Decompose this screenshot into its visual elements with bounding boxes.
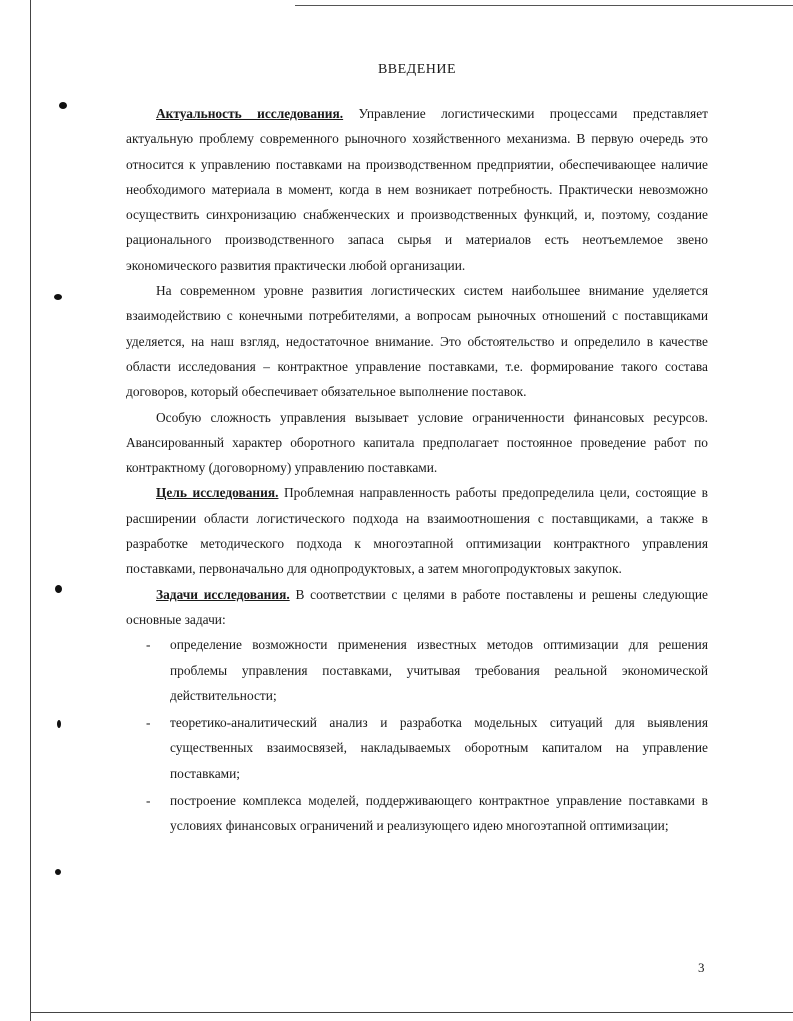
goal-paragraph <box>126 480 708 581</box>
dash-bullet: - <box>146 793 151 809</box>
scan-speck <box>54 294 62 300</box>
list-item <box>126 632 708 708</box>
tasks-paragraph <box>126 582 708 633</box>
task-text: теоретико-аналитический анализ и разработка модельных ситуаций для выявления существенных взаимосвязей, накладываемых оборотным капиталом на управление поставками; <box>170 715 708 781</box>
relevance-heading: Актуальность исследования. <box>156 106 344 121</box>
scan-speck <box>55 869 61 875</box>
page-number: 3 <box>698 960 705 975</box>
goal-heading: Цель исследования. <box>156 485 279 501</box>
dash-bullet: - <box>146 715 151 731</box>
tasks-text: В соответствии с целями в работе поставлены и решены следующие основные задачи: <box>126 586 708 627</box>
document-title: ВВЕДЕНИЕ <box>377 62 457 77</box>
scan-speck <box>57 720 61 728</box>
tasks-heading: Задачи исследования. <box>156 586 290 602</box>
context-paragraph: На современном уровне развития логистических систем наибольшее внимание уделяется взаимодействию с конечными потребителями, а вопросам рыночных отношений с поставщиками уделяется, на наш взгляд, недостаточное внимание. Это обстоятельство и определило в качестве области исследования – контрактное управление поставками, т.е. формирование такого состава договоров, который обеспечивает обязательное выполнение поставок. <box>126 283 708 400</box>
scan-speck <box>59 102 67 109</box>
task-text: построение комплекса моделей, поддерживающего контрактное управление поставками в условиях финансовых ограничений и реализующего идею многоэтапной оптимизации; <box>170 793 708 834</box>
scan-border-bottom <box>30 1012 793 1013</box>
relevance-paragraph <box>126 101 708 278</box>
dash-bullet: - <box>146 637 151 653</box>
list-item <box>126 710 708 786</box>
document-page <box>126 62 708 841</box>
tasks-list <box>126 632 708 838</box>
scan-border-left <box>30 0 31 1021</box>
task-text: определение возможности применения известных методов оптимизации для решения проблемы управления поставками, учитывая требования реальной экономической действительности; <box>170 637 708 703</box>
finance-paragraph: Особую сложность управления вызывает условие ограниченности финансовых ресурсов. Авансированный характер оборотного капитала предполагает постоянное проведение работ по контрактному (договорному) управлению поставками. <box>126 409 708 476</box>
scan-border-top <box>295 5 793 6</box>
scan-speck <box>55 585 62 593</box>
list-item <box>126 788 708 839</box>
relevance-text: Управление логистическими процессами представляет актуальную проблему современного рыночного хозяйственного механизма. В первую очередь это относится к управлению поставками на производственном предприятии, обеспечивающее наличие необходимого материала в момент, когда в нем возникает потребность. Практически невозможно осуществить синхронизацию снабженческих и производственных функций, и, поэтому, создание рационального производственного запаса сырья и материалов есть неотъемлемое звено экономического развития практически любой организации. <box>126 106 708 273</box>
goal-text: Проблемная направленность работы предопределила цели, состоящие в расширении области логистического подхода на взаимоотношения с поставщиками, а также в разработке методического подхода к многоэтапной оптимизации контрактного управления поставками, первоначально для однопродуктовых, а затем многопродуктовых закупок. <box>126 485 708 577</box>
